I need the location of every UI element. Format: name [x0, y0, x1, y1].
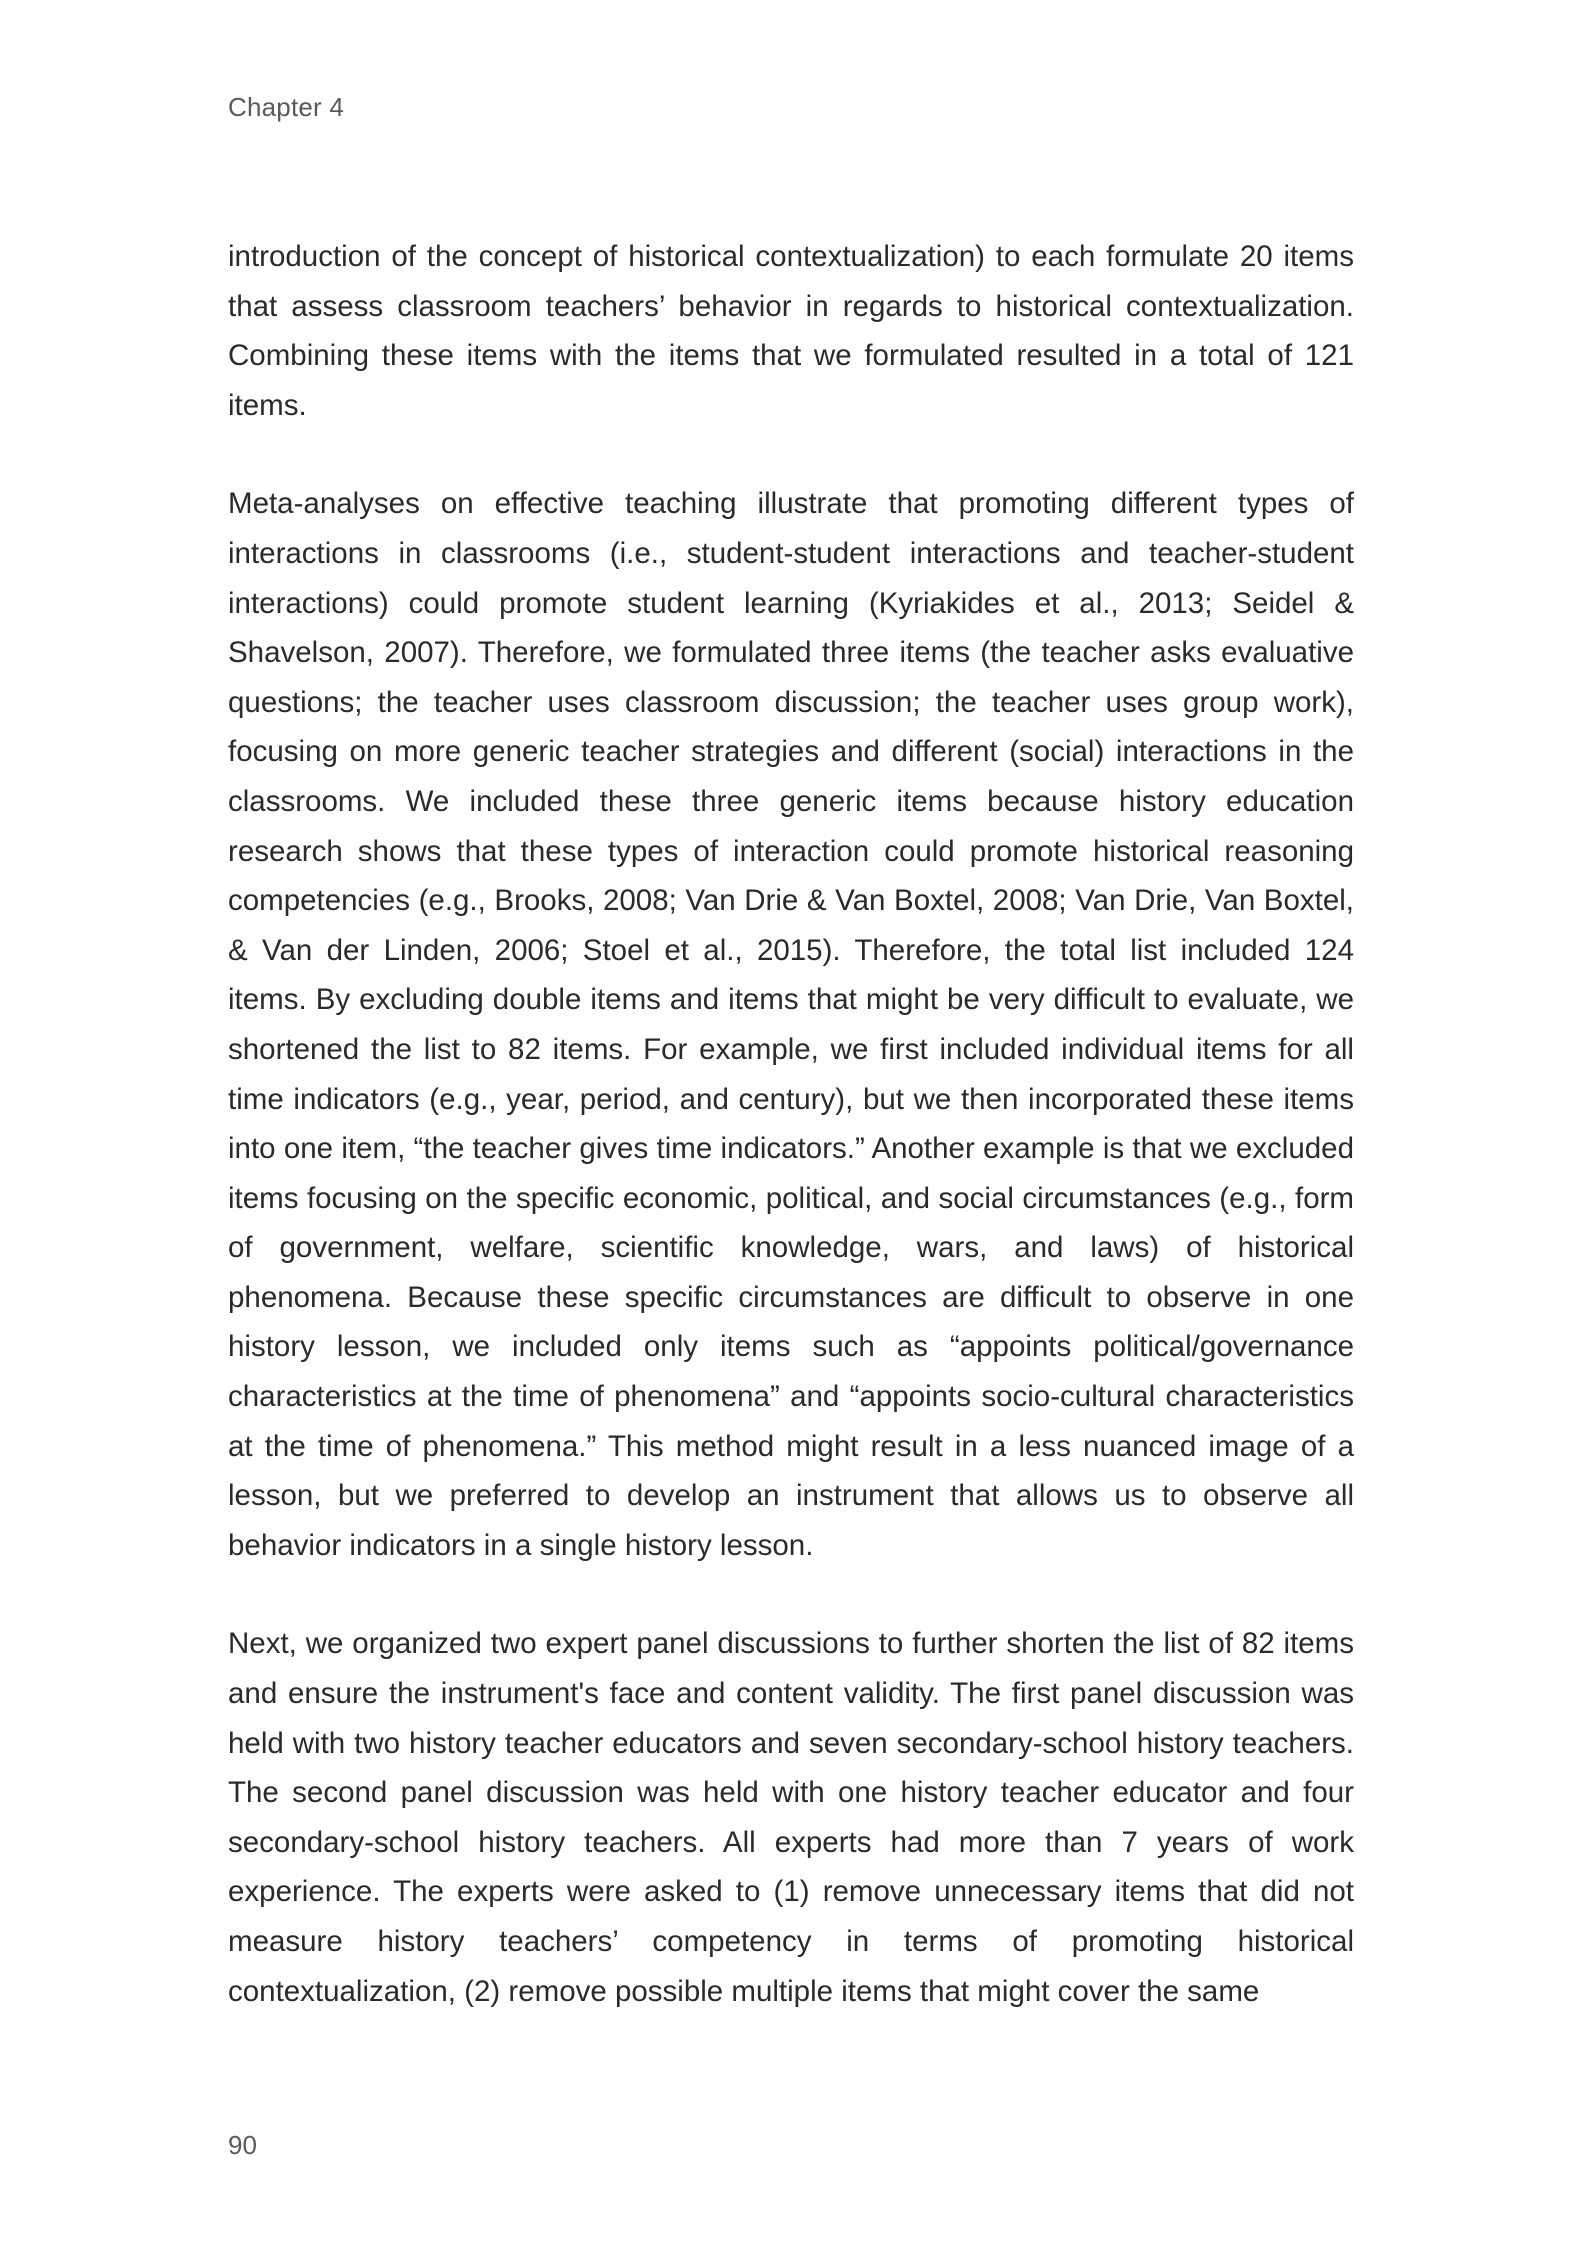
running-header-chapter: Chapter 4 [228, 92, 344, 122]
paragraph-3: Next, we organized two expert panel discussions to further shorten the list of 82 items and ensure the instrument's face and content validity. The first panel discussion was held with two history teacher educators and seven secondary-school history teachers. The second panel discussion was held with one history teacher educator and four secondary-school history teachers. All experts had more than 7 years of work experience. The experts were asked to (1) remove unnecessary items that did not measure history teachers’ competency in terms of promoting historical contextualization, (2) remove possible multiple items that might cover the same [228, 1627, 1354, 2008]
body-text [228, 232, 1354, 2016]
page-number: 90 [228, 2130, 257, 2160]
paragraph-1: introduction of the concept of historical contextualization) to each formulate 20 items that assess classroom teachers’ behavior in regards to historical contextualization. Combining these items with the items that we formulated resulted in a total of 121 items. [228, 240, 1354, 422]
paragraph-2: Meta-analyses on effective teaching illustrate that promoting different types of interactions in classrooms (i.e., student-student interactions and teacher-student interactions) could promote student learning (Kyriakides et al., 2013; Seidel & Shavelson, 2007). Therefore, we formulated three items (the teacher asks evaluative questions; the teacher uses classroom discussion; the teacher uses group work), focusing on more generic teacher strategies and different (social) interactions in the classrooms. We included these three generic items because history education research shows that these types of interaction could promote historical reasoning competencies (e.g., Brooks, 2008; Van Drie & Van Boxtel, 2008; Van Drie, Van Boxtel, & Van der Linden, 2006; Stoel et al., 2015). Therefore, the total list included 124 items. By excluding double items and items that might be very difficult to evaluate, we shortened the list to 82 items. For example, we first included individual items for all time indicators (e.g., year, period, and century), but we then incorporated these items into one item, “the teacher gives time indicators.” Another example is that we excluded items focusing on the specific economic, political, and social circumstances (e.g., form of government, welfare, scientific knowledge, wars, and laws) of historical phenomena. Because these specific circumstances are difficult to observe in one history lesson, we included only items such as “appoints political/governance characteristics at the time of phenomena” and “appoints socio-cultural characteristics at the time of phenomena.” This method might result in a less nuanced image of a lesson, but we preferred to develop an instrument that allows us to observe all behavior indicators in a single history lesson. [228, 487, 1354, 1562]
